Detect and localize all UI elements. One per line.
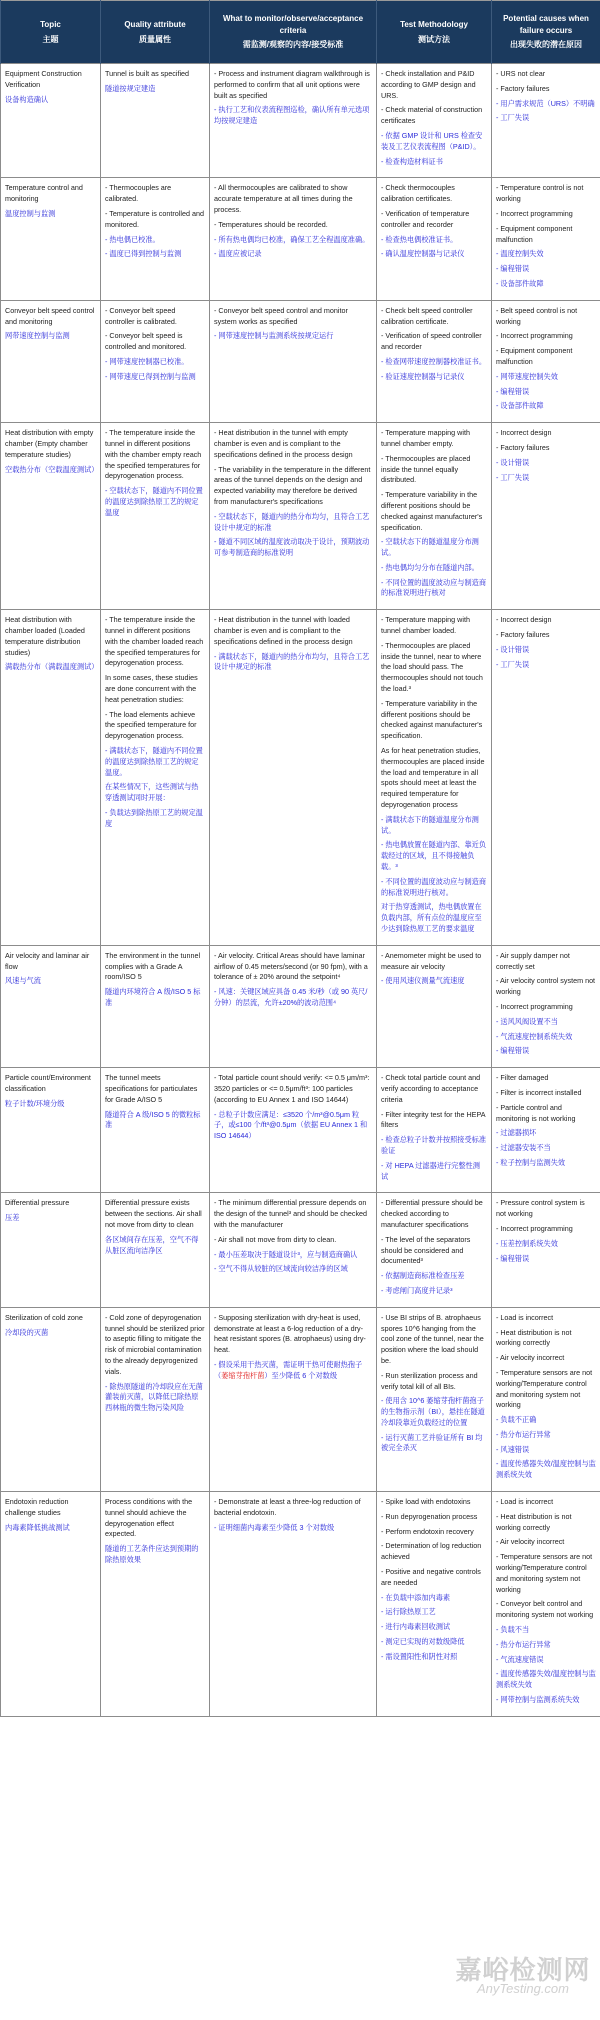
table-row <box>1 1068 600 1193</box>
text-zh: - 过滤器损坏 <box>496 1128 537 1138</box>
text-zh: - 检查热电偶校准证书。 <box>381 234 458 244</box>
text-en: - Thermocouples are placed inside the tunnel equally distributed. <box>381 453 471 485</box>
text-en: - Conveyor belt speed controller is calibrated. <box>105 305 177 326</box>
text-zh: - 风速：关键区域应具备 0.45 米/秒（或 90 英尺/分钟）的层流，允许±20%的波动范围⁴ <box>214 987 368 1007</box>
text-zh: - 设计错误 <box>496 457 530 467</box>
text-zh: - 证明细菌内毒素至少降低 3 个对数级 <box>214 1522 335 1532</box>
text-zh: - 对 HEPA 过滤器进行完整性测试 <box>381 1160 480 1181</box>
cell-causes <box>492 423 600 610</box>
text-zh: - 不同位置的温度波动应与制造商的标准说明进行核对。 <box>381 876 487 897</box>
text-en: - Temperature control is not working <box>496 183 584 204</box>
text-en: - Belt speed control is not working <box>496 305 578 326</box>
cell-topic <box>1 1193 101 1307</box>
cell-monitor <box>210 178 377 300</box>
table-row <box>1 64 600 178</box>
text-zh: - 温度应被记录 <box>214 249 262 259</box>
header-topic <box>1 1 101 64</box>
text-zh: - 工厂失误 <box>496 113 530 123</box>
header-zh: 测试方法 <box>418 34 450 44</box>
text-en: - Temperature mapping with tunnel chamber loaded. <box>381 615 470 636</box>
table-row <box>1 300 600 422</box>
text-en: - Positive and negative controls are needed <box>381 1567 481 1587</box>
text-zh: - 热分布运行异常 <box>496 1429 551 1439</box>
table-body <box>1 64 600 1717</box>
text-zh: - 设备部件故障 <box>496 278 544 288</box>
text-zh <box>214 1360 372 1382</box>
text-en: - Cold zone of depyrogenation tunnel should be sterilized prior to aseptic filling to mitigate the risk of microbial contamination to the already depyrogenized vials. <box>105 1312 205 1376</box>
header-zh: 出现失败的潜在原因 <box>510 40 582 50</box>
text-zh: - 负载不正确 <box>496 1415 537 1425</box>
text-en: As for heat penetration studies, thermocouples are placed inside the load and temperature in all spots should meet at least the required temperature for depyrogenation process <box>381 746 485 810</box>
text-en: - Conveyor belt speed is controlled and monitored. <box>105 331 187 352</box>
text-en: - Filter damaged <box>496 1073 549 1083</box>
text-en: - Air shall not move from dirty to clean. <box>214 1234 337 1244</box>
cell-quality <box>101 423 210 610</box>
table-row <box>1 610 600 946</box>
text-zh: - 进行内毒素回收测试 <box>381 1622 451 1632</box>
text-zh-part: ）至少降低 6 个对数级 <box>264 1370 338 1380</box>
cell-method <box>377 1193 492 1307</box>
text-en: - Pressure control system is not working <box>496 1198 585 1219</box>
text-zh: 隧道符合 A 级/ISO 5 的微粒标准 <box>105 1109 201 1130</box>
text-zh: 隧道的工艺条件应达到预期的除热原效果 <box>105 1544 199 1565</box>
text-zh: - 满载状态下，隧道内的热分布均匀，且符合工艺设计中规定的标准 <box>214 651 370 672</box>
text-zh: - 编程错误 <box>496 386 530 396</box>
header-potential-causes <box>492 1 600 64</box>
text-en: Process conditions with the tunnel should achieve the depyrogenation effect expected. <box>105 1497 193 1539</box>
text-en: - The minimum differential pressure depends on the design of the tunnel³ and should be checked with the manufacturer <box>214 1198 368 1229</box>
text-zh: - 温度控制失效 <box>496 249 544 259</box>
cell-topic <box>1 1307 101 1491</box>
cell-method <box>377 423 492 610</box>
text-zh: 各区域间存在压差，空气不得从脏区流向洁净区 <box>105 1234 199 1255</box>
text-zh: 设备构造确认 <box>5 94 49 104</box>
text-zh: - 检查构造材料证书 <box>381 156 443 166</box>
text-zh: - 粒子控制与监测失效 <box>496 1157 566 1167</box>
text-en: - Process and instrument diagram walkthrough is performed to confirm that all unit options were built as specified <box>214 69 370 100</box>
cell-causes <box>492 1068 600 1193</box>
cell-topic <box>1 610 101 946</box>
text-en: - Temperature sensors are not working/Temperature control and monitoring system not working <box>496 1552 593 1594</box>
text-en: - Run depyrogenation process <box>381 1511 478 1521</box>
text-zh: - 设备部件故障 <box>496 401 544 411</box>
text-en: - The temperature inside the tunnel in different positions with the chamber loaded reach the specified temperatures for depyrogenation process. <box>105 615 204 668</box>
text-zh: 隧道内环境符合 A 级/ISO 5 标准 <box>105 987 201 1007</box>
text-zh: - 检查总粒子计数并按照接受标准验证 <box>381 1135 487 1155</box>
text-zh: 网带速度控制与监测 <box>5 331 70 341</box>
cell-method <box>377 64 492 178</box>
text-en: - Supposing sterilization with dry-heat is used, demonstrate at least a 6-log reduction of a dry-heat resistant spores (B. atrophaeus) using dry-heat. <box>214 1312 366 1355</box>
text-zh: - 工厂失误 <box>496 659 530 669</box>
text-en: - Filter integrity test for the HEPA filters <box>381 1109 486 1130</box>
cell-causes <box>492 178 600 300</box>
cell-method <box>377 1307 492 1491</box>
header-en: Quality attribute <box>124 19 186 29</box>
text-en: - Particle control and monitoring is not working <box>496 1102 576 1123</box>
text-en: - Heat distribution in the tunnel with empty chamber is even and is compliant to the specifications defined in the process design <box>214 428 353 459</box>
text-zh: - 检查网带速度控制器校准证书。 <box>381 356 487 366</box>
cell-method <box>377 945 492 1067</box>
text-en: Equipment Construction Verification <box>5 69 82 89</box>
text-en: - Thermocouples are calibrated. <box>105 183 172 204</box>
text-zh: - 满载状态下的隧道温度分布测试。 <box>381 814 479 835</box>
text-en: - Equipment component malfunction <box>496 223 573 244</box>
cell-quality <box>101 1492 210 1717</box>
cell-quality <box>101 1193 210 1307</box>
text-en: - URS not clear <box>496 69 546 78</box>
text-zh: - 编程错误 <box>496 264 530 274</box>
cell-quality <box>101 64 210 178</box>
text-en: Heat distribution with chamber loaded (Loaded temperature distribution studies) <box>5 615 85 657</box>
text-zh: - 气流速度控制系统失效 <box>496 1031 573 1041</box>
text-en: In some cases, these studies are done concurrent with the heat penetration studies: <box>105 673 198 704</box>
text-en: - Factory failures <box>496 83 550 93</box>
text-zh: - 空载状态下，隧道内的热分布均匀，且符合工艺设计中规定的标准 <box>214 511 370 532</box>
cell-method <box>377 178 492 300</box>
text-zh: - 热分布运行异常 <box>496 1639 551 1649</box>
text-en: Differential pressure <box>5 1198 70 1208</box>
text-zh: - 最小压差取决于隧道设计³，应与制造商确认 <box>214 1249 358 1259</box>
text-zh: - 网带速度控制与监测系统按规定运行 <box>214 331 334 341</box>
text-zh: 满载热分布（满载温度测试） <box>5 662 99 672</box>
cell-causes <box>492 1193 600 1307</box>
cell-topic <box>1 423 101 610</box>
header-en: Test Methodology <box>400 19 468 29</box>
text-zh: - 负载不当 <box>496 1625 530 1635</box>
cell-topic <box>1 300 101 422</box>
text-zh: - 除热原隧道的冷却段应在无菌灌装前灭菌，以降低已除热原西林瓶的微生物污染风险 <box>105 1381 203 1413</box>
text-zh: - 考虑闸门高度并记录³ <box>381 1285 453 1295</box>
text-zh: 温度控制与监测 <box>5 208 56 218</box>
text-zh: - 风速错误 <box>496 1444 530 1454</box>
text-zh: - 空载状态下的隧道温度分布测试。 <box>381 537 479 558</box>
text-en: - Check thermocouples calibration certificates. <box>381 183 455 204</box>
text-en: - Air velocity. Critical Areas should have laminar airflow of 0.45 meters/second (or 90 fpm), with a tolerance of ± 20% around the setpoint⁴ <box>214 950 368 982</box>
text-zh: - 热电偶均匀分布在隧道内部。 <box>381 562 479 572</box>
cell-monitor <box>210 64 377 178</box>
text-zh: - 网带控制与监测系统失效 <box>496 1695 580 1705</box>
text-en: - Heat distribution is not working correctly <box>496 1327 572 1348</box>
text-zh: - 执行工艺和仪表流程图巡检，确认所有单元选项均按规定建造 <box>214 105 370 126</box>
text-en: - Verification of speed controller and recorder <box>381 331 482 352</box>
text-en: - Air velocity incorrect <box>496 1537 565 1547</box>
text-zh: - 压差控制系统失效 <box>496 1238 558 1248</box>
text-en: Air velocity and laminar air flow <box>5 950 90 971</box>
cell-quality <box>101 300 210 422</box>
text-en: - The variability in the temperature in the different areas of the tunnel depends on the design and expected variability may therefore be derived from manufacturer's specifications <box>214 464 371 506</box>
text-en: - Incorrect programming <box>496 208 573 218</box>
text-en: - Demonstrate at least a three-log reduction of bacterial endotoxin. <box>214 1497 361 1517</box>
text-zh: - 编程错误 <box>496 1046 530 1056</box>
text-zh: - 温度传感器失效/温度控制与监测系统失效 <box>496 1669 596 1690</box>
text-zh: - 过滤器安装不当 <box>496 1143 551 1153</box>
text-en: Sterilization of cold zone <box>5 1312 83 1322</box>
text-en: - Check total particle count and verify according to acceptance criteria <box>381 1073 481 1104</box>
text-zh: - 运行除热原工艺 <box>381 1607 436 1617</box>
text-zh: - 确认温度控制器与记录仪 <box>381 249 465 259</box>
text-en: Temperature control and monitoring <box>5 183 83 204</box>
cell-method <box>377 300 492 422</box>
text-en: - Conveyor belt speed control and monitor system works as specified <box>214 305 348 326</box>
text-en: - Load is incorrect <box>496 1312 554 1322</box>
text-zh: - 运行灭菌工艺并验证所有 BI 均被完全杀灭 <box>381 1432 483 1453</box>
text-en: Endotoxin reduction challenge studies <box>5 1497 69 1517</box>
text-en: - Anemometer might be used to measure air velocity <box>381 950 482 971</box>
text-en: - Verification of temperature controller and recorder <box>381 208 470 229</box>
text-en: - Run sterilization process and verify total kill of all BIs. <box>381 1370 478 1391</box>
cell-quality <box>101 610 210 946</box>
text-zh: - 热电偶已校准。 <box>105 234 160 244</box>
table-row <box>1 945 600 1067</box>
cell-monitor <box>210 1307 377 1491</box>
text-zh: - 总粒子计数应满足：≤3520 个/m³@0.5μm 粒子，或≤100 个/ft³@0.5μm（依据 EU Annex 1 和 ISO 14644） <box>214 1109 368 1141</box>
text-en: - The level of the separators should be considered and documented³ <box>381 1234 471 1266</box>
table-header-row <box>1 1 600 64</box>
text-zh: 冷却段的灭菌 <box>5 1327 49 1337</box>
cell-monitor <box>210 945 377 1067</box>
text-en: - Incorrect programming <box>496 1223 573 1233</box>
text-en: - Heat distribution in the tunnel with loaded chamber is even and is compliant to the specifications defined in the process design <box>214 615 353 646</box>
cell-causes <box>492 300 600 422</box>
text-en: Differential pressure exists between the sections. Air shall not move from dirty to clean <box>105 1198 202 1229</box>
text-en: - Total particle count should verify: <= 0.5 μm/m³: 3520 particles or <= 0.5μm/ft³: 100 particles (according to EU Annex 1 and ISO 14644) <box>214 1073 370 1104</box>
text-zh: - 使用风速仪测量气流速度 <box>381 976 465 986</box>
text-en: - Incorrect design <box>496 428 552 438</box>
text-en: - Incorrect design <box>496 615 552 625</box>
text-zh: - 工厂失误 <box>496 472 530 482</box>
text-zh: - 需设置阳性和阴性对照 <box>381 1651 458 1661</box>
text-zh: - 验证速度控制器与记录仪 <box>381 371 465 381</box>
header-zh: 质量属性 <box>139 34 171 44</box>
watermark-line1: 嘉峪检测网 <box>455 1955 591 1985</box>
cell-monitor <box>210 1492 377 1717</box>
text-zh: - 气流速度错误 <box>496 1654 544 1664</box>
cell-topic <box>1 1492 101 1717</box>
text-zh: - 满载状态下，隧道内不同位置的温度达到除热原工艺的规定温度。 <box>105 746 203 777</box>
text-zh: - 使用含 10^6 萎缩芽孢杆菌孢子的生物指示剂（BI），悬挂在隧道冷却段靠近负载经过的位置 <box>381 1396 485 1427</box>
text-zh: - 在负载中添加内毒素 <box>381 1592 451 1602</box>
text-zh: - 设计错误 <box>496 644 530 654</box>
table-row <box>1 1492 600 1717</box>
text-en: - Use BI strips of B. atrophaeus spores 10^6 hanging from the cool zone of the tunnel, near the position where the load should be. <box>381 1312 484 1365</box>
header-zh: 需监测/观察的内容/接受标准 <box>242 40 344 50</box>
cell-monitor <box>210 1193 377 1307</box>
header-en: Topic <box>40 19 61 29</box>
text-zh: - 用户需求规范（URS）不明确 <box>496 98 595 108</box>
text-zh: - 依据制造商标准检查压差 <box>381 1271 465 1281</box>
text-zh: - 温度传感器失效/温度控制与监测系统失效 <box>496 1459 596 1480</box>
text-zh: - 测定已实现的对数级降低 <box>381 1637 465 1647</box>
highlighted-term: 萎缩芽孢杆菌 <box>221 1370 265 1380</box>
watermark <box>448 1950 598 1996</box>
text-en: - Incorrect programming <box>496 331 573 341</box>
cell-causes <box>492 610 600 946</box>
watermark-line2: AnyTesting.com <box>476 1981 569 1996</box>
cell-method <box>377 610 492 946</box>
cell-quality <box>101 1068 210 1193</box>
text-en: - All thermocouples are calibrated to show accurate temperature at all times during the process. <box>214 183 353 214</box>
text-zh: - 依据 GMP 设计和 URS 检查安装及工艺仪表流程图（P&ID）。 <box>381 130 483 151</box>
text-zh: - 网带速度控制失效 <box>496 371 558 381</box>
header-monitor-criteria <box>210 1 377 64</box>
table-row <box>1 178 600 300</box>
text-en: - Differential pressure should be checked according to manufacturer specifications <box>381 1198 483 1229</box>
text-en: - Equipment component malfunction <box>496 346 573 366</box>
cell-quality <box>101 945 210 1067</box>
cell-topic <box>1 1068 101 1193</box>
text-en: - Incorrect programming <box>496 1001 573 1011</box>
text-en: - Temperature variability in the different positions should be checked against manufacturer's specification. <box>381 490 483 532</box>
header-en: Potential causes when failure occurs <box>503 14 589 35</box>
text-en: - Temperature variability in the different positions should be checked against manufacturer's specification. <box>381 698 483 741</box>
text-en: - Temperatures should be recorded. <box>214 219 328 229</box>
text-zh: - 网带速度控制器已校准。 <box>105 356 189 366</box>
text-zh-part: - 假设采用干热灭菌，需证明干热可使耐热孢子（ <box>214 1359 363 1380</box>
text-zh: 压差 <box>5 1213 20 1223</box>
text-en: - Factory failures <box>496 442 550 452</box>
cell-monitor <box>210 610 377 946</box>
text-en: - Spike load with endotoxins <box>381 1497 471 1507</box>
text-en: - Temperature mapping with tunnel chamber empty. <box>381 428 470 448</box>
table-row <box>1 1193 600 1307</box>
text-en: - Temperature sensors are not working/Temperature control and monitoring system not working <box>496 1367 593 1410</box>
text-en: Conveyor belt speed control and monitoring <box>5 305 95 326</box>
text-zh: 空载热分布（空载温度测试） <box>5 464 99 474</box>
text-zh: 隧道按规定建造 <box>105 83 156 93</box>
text-zh: - 空载状态下，隧道内不同位置的温度达到除热原工艺的规定温度 <box>105 486 203 517</box>
text-zh: 对于热穿透测试，热电偶放置在负载内部，所有点位的温度应至少达到除热原工艺的要求温度 <box>381 902 482 933</box>
text-en: - Thermocouples are placed inside the tunnel, near to where the load should pass. The thermocouples should not touch the load.³ <box>381 640 483 694</box>
text-en: - Check belt speed controller calibration certificate. <box>381 305 473 326</box>
text-zh: - 所有热电偶均已校准，确保工艺全程温度准确。 <box>214 234 370 244</box>
text-en: The tunnel meets specifications for particulates for Grade A/ISO 5 <box>105 1073 198 1104</box>
text-zh: 风速与气流 <box>5 976 41 986</box>
text-en: - Conveyor belt control and monitoring system not working <box>496 1599 594 1620</box>
text-en: - The load elements achieve the specified temperature for depyrogenation process. <box>105 709 197 741</box>
text-zh: 在某些情况下，这些测试与热穿透测试同时开展： <box>105 782 199 803</box>
text-en: Particle count/Environment classification <box>5 1073 91 1093</box>
header-zh: 主题 <box>42 34 59 44</box>
cell-topic <box>1 945 101 1067</box>
text-en: The environment in the tunnel complies with a Grade A room/ISO 5 <box>105 950 201 982</box>
cell-monitor <box>210 1068 377 1193</box>
text-en: - Determination of log reduction achieved <box>381 1541 482 1562</box>
text-en: Tunnel is built as specified <box>105 69 190 78</box>
text-en: - Air velocity control system not working <box>496 976 596 997</box>
cell-monitor <box>210 423 377 610</box>
text-en: Heat distribution with empty chamber (Empty chamber temperature studies) <box>5 428 94 459</box>
table-row <box>1 1307 600 1491</box>
text-zh: - 温度已得到控制与监测 <box>105 249 182 259</box>
text-en: - Heat distribution is not working correctly <box>496 1511 572 1532</box>
cell-method <box>377 1492 492 1717</box>
cell-method <box>377 1068 492 1193</box>
text-en: - Factory failures <box>496 630 550 640</box>
header-quality-attribute <box>101 1 210 64</box>
text-zh: - 不同位置的温度波动应与制造商的标准说明进行核对 <box>381 577 487 598</box>
text-en: - Temperature is controlled and monitored. <box>105 208 204 229</box>
text-zh: - 负载达到除热原工艺的规定温度 <box>105 808 203 828</box>
text-en: - The temperature inside the tunnel in different positions with the chamber empty reach the specified temperatures for depyrogenation process. <box>105 428 202 481</box>
cell-causes <box>492 1307 600 1491</box>
text-en: - Perform endotoxin recovery <box>381 1526 474 1536</box>
text-zh: - 送风风阀设置不当 <box>496 1016 558 1026</box>
text-en: - Air velocity incorrect <box>496 1353 565 1363</box>
header-en: What to monitor/observe/acceptance criteria <box>222 14 364 35</box>
text-zh: - 隧道不同区域的温度波动取决于设计，预期波动可参考制造商的标准说明 <box>214 537 370 558</box>
text-zh: - 网带速度已得到控制与监测 <box>105 371 196 381</box>
text-zh: 内毒素降低挑战测试 <box>5 1522 70 1532</box>
cell-causes <box>492 945 600 1067</box>
cell-quality <box>101 178 210 300</box>
cell-topic <box>1 64 101 178</box>
header-test-methodology <box>377 1 492 64</box>
text-zh: - 空气不得从较脏的区域流向较洁净的区域 <box>214 1264 348 1274</box>
cell-monitor <box>210 300 377 422</box>
cell-causes <box>492 64 600 178</box>
text-en: - Check material of construction certificates <box>381 105 483 126</box>
cell-causes <box>492 1492 600 1717</box>
cell-topic <box>1 178 101 300</box>
text-en: - Air supply damper not correctly set <box>496 950 570 971</box>
text-en: - Load is incorrect <box>496 1497 554 1507</box>
text-zh: - 热电偶放置在隧道内部、靠近负载经过的区域，且不得接触负载。³ <box>381 840 487 872</box>
text-en: - Filter is incorrect installed <box>496 1087 582 1097</box>
text-en: - Check installation and P&ID according to GMP design and URS. <box>381 69 476 100</box>
cell-quality <box>101 1307 210 1491</box>
text-zh: - 编程错误 <box>496 1253 530 1263</box>
table-row <box>1 423 600 610</box>
text-zh: 粒子计数/环境分级 <box>5 1098 65 1108</box>
